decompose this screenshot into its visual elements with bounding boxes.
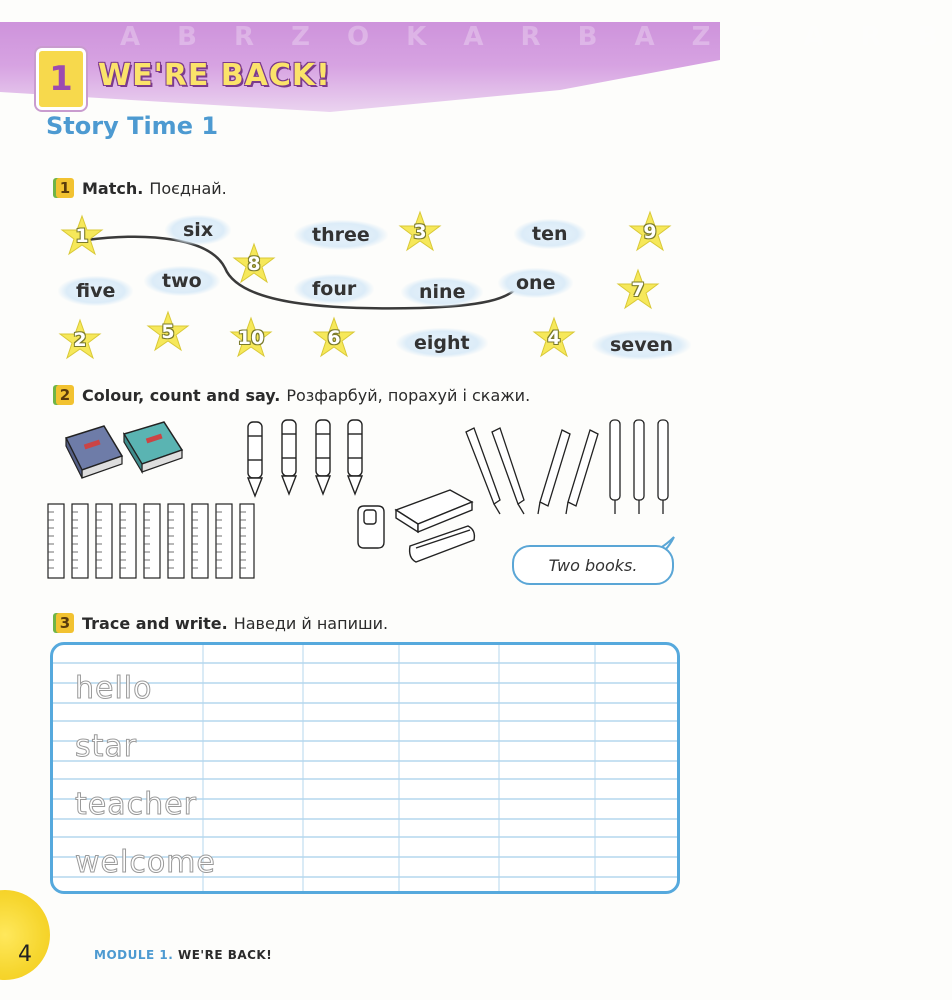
- footer-module-title: WE'RE BACK!: [177, 948, 273, 962]
- exercise-3-instruction-en: Trace and write.: [82, 613, 228, 633]
- ruler-icon: [192, 504, 208, 578]
- speech-bubble: [512, 545, 674, 585]
- word-cloud-four[interactable]: four: [294, 274, 374, 304]
- number-star-1[interactable]: [60, 214, 104, 258]
- ruler-icon: [168, 504, 184, 578]
- word-cloud-eight[interactable]: eight: [396, 328, 488, 358]
- word-cloud-nine[interactable]: nine: [401, 277, 483, 307]
- pen-icon: [658, 420, 668, 514]
- speech-bubble-text: Two books.: [548, 555, 638, 575]
- star-number: 9: [643, 221, 657, 243]
- exercise-2-instruction-en: Colour, count and say.: [82, 385, 281, 405]
- ruler-icon: [240, 504, 254, 578]
- trace-word-welcome: welcome: [75, 845, 216, 880]
- pen-icon: [566, 430, 598, 514]
- exercise-1-instruction-ua: Поєднай.: [149, 178, 227, 198]
- pencils-illustration: [240, 416, 370, 502]
- number-star-6[interactable]: [312, 316, 356, 360]
- star-number: 6: [327, 327, 341, 349]
- word-cloud-two[interactable]: two: [144, 266, 220, 296]
- word-cloud-seven[interactable]: seven: [592, 330, 691, 360]
- star-number: 2: [73, 329, 87, 351]
- exercise-3-heading: [56, 613, 388, 633]
- star-number: 4: [547, 327, 561, 349]
- ruler-icon: [48, 504, 64, 578]
- number-star-8[interactable]: [232, 242, 276, 286]
- pencil-case-icon: [358, 506, 384, 548]
- number-star-2[interactable]: [58, 318, 102, 362]
- word-cloud-ten[interactable]: ten: [514, 219, 586, 249]
- pen-icon: [634, 420, 644, 514]
- exercise-1-instruction-en: Match.: [82, 178, 144, 198]
- pens-illustration: [462, 418, 677, 522]
- number-star-9[interactable]: [628, 210, 672, 254]
- star-number: 3: [413, 221, 427, 243]
- star-number: 7: [631, 279, 645, 301]
- ruler-icon: [144, 504, 160, 578]
- trace-word-teacher: teacher: [75, 787, 197, 822]
- trace-word-hello: hello: [75, 671, 153, 706]
- pencil-icon: [316, 420, 330, 494]
- number-star-5[interactable]: [146, 310, 190, 354]
- exercise-2-number: 2: [56, 385, 74, 405]
- pen-icon: [610, 420, 620, 514]
- number-star-3[interactable]: [398, 210, 442, 254]
- number-star-7[interactable]: [616, 268, 660, 312]
- books-illustration: [60, 418, 190, 488]
- pencil-icon: [248, 422, 262, 496]
- exercise-3-number: 3: [56, 613, 74, 633]
- pencil-icon: [282, 420, 296, 494]
- word-cloud-three[interactable]: three: [294, 220, 388, 250]
- exercise-2-instruction-ua: Розфарбуй, порахуй і скажи.: [286, 385, 531, 405]
- banner-letter-pattern: A B R Z O K A R B A Z P A R B: [120, 22, 952, 52]
- exercise-3-instruction-ua: Наведи й напиши.: [233, 613, 389, 633]
- ruler-icon: [120, 504, 136, 578]
- number-star-4[interactable]: [532, 316, 576, 360]
- exercise-1-number: 1: [56, 178, 74, 198]
- pencil-case-icon: [396, 490, 472, 532]
- ruler-icon: [216, 504, 232, 578]
- footer-module: [94, 948, 272, 962]
- pencil-cases-illustration: [352, 484, 478, 582]
- story-title: Story Time 1: [46, 112, 219, 140]
- star-number: 1: [75, 225, 89, 247]
- book-icon: [66, 426, 122, 478]
- word-cloud-five[interactable]: five: [58, 276, 133, 306]
- exercise-2-heading: [56, 385, 530, 405]
- footer-module-label: MODULE 1.: [94, 948, 174, 962]
- pen-icon: [538, 430, 570, 514]
- star-number: 8: [247, 253, 261, 275]
- book-icon: [124, 422, 182, 472]
- pencil-icon: [348, 420, 362, 494]
- word-cloud-six[interactable]: six: [165, 215, 231, 245]
- unit-number: 1: [49, 59, 73, 99]
- writing-grid[interactable]: [50, 642, 680, 894]
- number-star-10[interactable]: [229, 316, 273, 360]
- ruler-icon: [96, 504, 112, 578]
- star-number: 10: [237, 327, 265, 349]
- trace-word-star: star: [75, 729, 138, 764]
- star-number: 5: [161, 321, 175, 343]
- rulers-illustration: [46, 502, 256, 580]
- word-cloud-one[interactable]: one: [498, 268, 573, 298]
- unit-title: WE'RE BACK!: [98, 58, 331, 93]
- page-number: 4: [18, 942, 32, 967]
- ruler-icon: [72, 504, 88, 578]
